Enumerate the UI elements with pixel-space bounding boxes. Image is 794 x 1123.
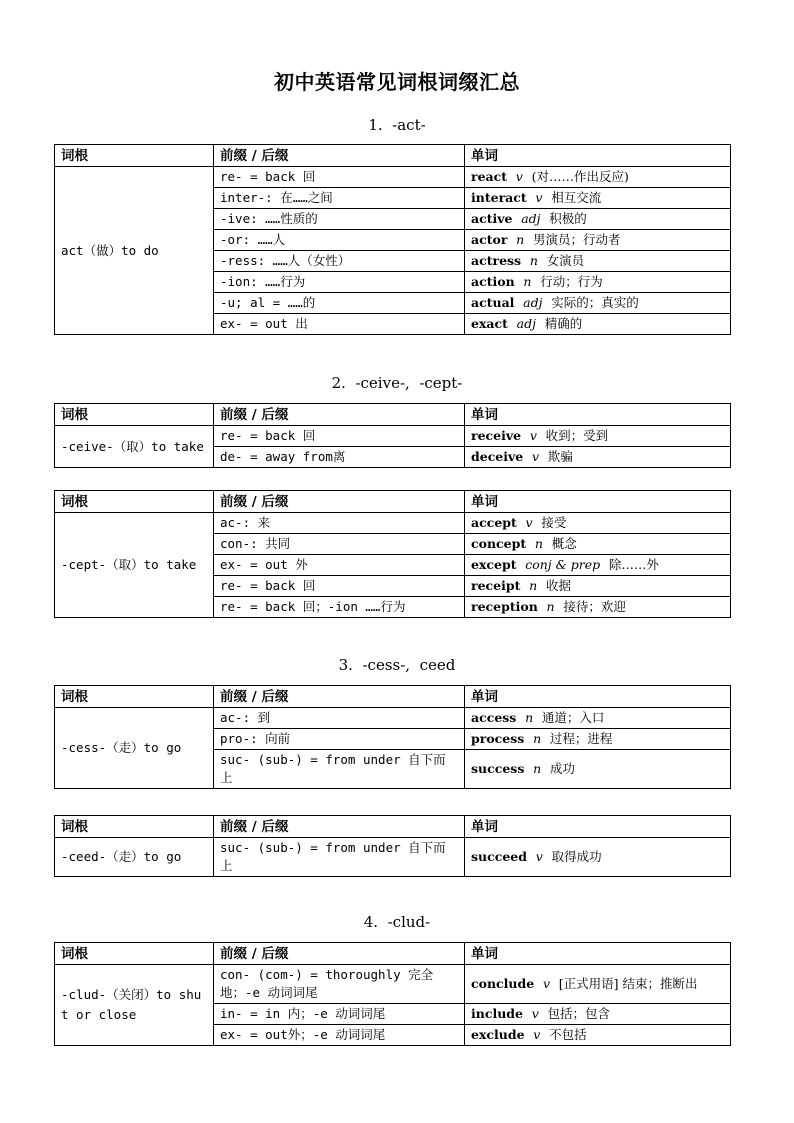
affix-cell: ex- = out 出 — [214, 314, 465, 335]
word-cell — [465, 708, 731, 729]
table-clud — [54, 942, 731, 1046]
word: exact — [471, 316, 508, 331]
meaning: 成功 — [549, 761, 575, 776]
word-cell — [465, 534, 731, 555]
part-of-speech: n — [529, 253, 538, 268]
section-heading-ceive-cept: 2. -ceive-, -cept- — [331, 374, 463, 392]
word-cell — [465, 965, 731, 1004]
section-heading-clud: 4. -clud- — [363, 913, 431, 931]
affix-cell: con-: 共同 — [214, 534, 465, 555]
part-of-speech: n — [533, 731, 542, 746]
word: action — [471, 274, 515, 289]
word: reception — [471, 599, 538, 614]
word: include — [471, 1006, 523, 1021]
part-of-speech: v — [542, 976, 550, 991]
word-cell — [465, 293, 731, 314]
word: access — [471, 710, 517, 725]
part-of-speech: v — [529, 428, 537, 443]
table-row — [55, 167, 731, 188]
affix-cell: ex- = out外；-e 动词词尾 — [214, 1025, 465, 1046]
header-affix: 前缀 / 后缀 — [214, 404, 465, 426]
header-root: 词根 — [55, 491, 214, 513]
meaning: 接受 — [541, 515, 567, 530]
word: exclude — [471, 1027, 525, 1042]
meaning: 除……外 — [608, 557, 659, 572]
affix-cell: re- = back 回；-ion ……行为 — [214, 597, 465, 618]
word-cell — [465, 251, 731, 272]
header-root: 词根 — [55, 816, 214, 838]
meaning: 积极的 — [549, 211, 587, 226]
part-of-speech: conj & prep — [525, 557, 601, 572]
meaning: [正式用语] 结束；推断出 — [558, 976, 698, 991]
word: react — [471, 169, 508, 184]
affix-cell: suc- (sub-) = from under 自下而上 — [214, 750, 465, 789]
meaning: 概念 — [551, 536, 577, 551]
word-cell — [465, 230, 731, 251]
affix-cell: re- = back 回 — [214, 426, 465, 447]
table-row — [55, 965, 731, 1004]
root-cell: act（做）to do — [55, 167, 214, 335]
header-affix: 前缀 / 后缀 — [214, 686, 465, 708]
table-row — [55, 708, 731, 729]
word: receive — [471, 428, 522, 443]
word-cell — [465, 1004, 731, 1025]
word-cell — [465, 167, 731, 188]
meaning: 行动；行为 — [540, 274, 603, 289]
meaning: 男演员；行动者 — [532, 232, 621, 247]
header-root: 词根 — [55, 943, 214, 965]
table-header-row — [55, 816, 731, 838]
meaning: 女演员 — [546, 253, 585, 268]
part-of-speech: v — [515, 169, 523, 184]
affix-cell: pro-: 向前 — [214, 729, 465, 750]
part-of-speech: v — [531, 1006, 539, 1021]
word: except — [471, 557, 517, 572]
word: interact — [471, 190, 527, 205]
table-row — [55, 426, 731, 447]
section-heading-act: 1. -act- — [368, 116, 426, 134]
part-of-speech: v — [535, 849, 543, 864]
part-of-speech: v — [525, 515, 533, 530]
part-of-speech: n — [546, 599, 555, 614]
word: conclude — [471, 976, 535, 991]
header-word: 单词 — [465, 145, 731, 167]
word-cell — [465, 729, 731, 750]
table-header-row — [55, 145, 731, 167]
affix-cell: in- = in 内；-e 动词词尾 — [214, 1004, 465, 1025]
word: succeed — [471, 849, 527, 864]
word: actress — [471, 253, 522, 268]
part-of-speech: n — [533, 761, 542, 776]
table-header-row — [55, 943, 731, 965]
part-of-speech: adj — [521, 211, 541, 226]
table-ceed — [54, 815, 731, 877]
word-cell — [465, 314, 731, 335]
affix-cell: re- = back 回 — [214, 167, 465, 188]
part-of-speech: adj — [516, 316, 536, 331]
word-cell — [465, 447, 731, 468]
part-of-speech: n — [534, 536, 543, 551]
part-of-speech: n — [516, 232, 525, 247]
table-cess — [54, 685, 731, 789]
meaning: 精确的 — [544, 316, 583, 331]
meaning: 不包括 — [549, 1027, 587, 1042]
header-root: 词根 — [55, 145, 214, 167]
header-word: 单词 — [465, 943, 731, 965]
header-affix: 前缀 / 后缀 — [214, 145, 465, 167]
word-cell — [465, 597, 731, 618]
word-cell — [465, 576, 731, 597]
word: success — [471, 761, 525, 776]
word-cell — [465, 209, 731, 230]
affix-cell: -u; al = ……的 — [214, 293, 465, 314]
word-cell — [465, 272, 731, 293]
affix-cell: inter-: 在……之间 — [214, 188, 465, 209]
meaning: 收到；受到 — [545, 428, 609, 443]
table-header-row — [55, 404, 731, 426]
affix-cell: ac-: 到 — [214, 708, 465, 729]
header-affix: 前缀 / 后缀 — [214, 943, 465, 965]
word: actor — [471, 232, 508, 247]
affix-cell: -ion: ……行为 — [214, 272, 465, 293]
header-affix: 前缀 / 后缀 — [214, 491, 465, 513]
section-heading-cess-ceed: 3. -cess-, ceed — [338, 656, 456, 674]
word: process — [471, 731, 525, 746]
header-word: 单词 — [465, 686, 731, 708]
affix-cell: con- (com-) = thoroughly 完全地；-e 动词词尾 — [214, 965, 465, 1004]
word-cell — [465, 750, 731, 789]
affix-cell: -or: ……人 — [214, 230, 465, 251]
meaning: 包括；包含 — [547, 1006, 611, 1021]
meaning: 通道；入口 — [541, 710, 605, 725]
part-of-speech: n — [525, 710, 534, 725]
header-word: 单词 — [465, 404, 731, 426]
word-cell — [465, 1025, 731, 1046]
root-cell: -clud-（关闭）to shut or close — [55, 965, 214, 1046]
part-of-speech: n — [523, 274, 532, 289]
header-root: 词根 — [55, 404, 214, 426]
word-cell — [465, 838, 731, 877]
meaning: 接待；欢迎 — [563, 599, 626, 614]
word: deceive — [471, 449, 524, 464]
root-cell: -ceive-（取）to take — [55, 426, 214, 468]
affix-cell: -ress: ……人（女性） — [214, 251, 465, 272]
word-cell — [465, 555, 731, 576]
word-cell — [465, 188, 731, 209]
affix-cell: -ive: ……性质的 — [214, 209, 465, 230]
table-cept — [54, 490, 731, 618]
header-word: 单词 — [465, 816, 731, 838]
word-cell — [465, 426, 731, 447]
part-of-speech: v — [535, 190, 543, 205]
meaning: 收据 — [545, 578, 571, 593]
affix-cell: re- = back 回 — [214, 576, 465, 597]
part-of-speech: v — [531, 449, 540, 464]
part-of-speech: v — [533, 1027, 541, 1042]
root-cell: -cept-（取）to take — [55, 513, 214, 618]
meaning: 取得成功 — [551, 849, 602, 864]
word-cell — [465, 513, 731, 534]
page-title: 初中英语常见词根词缀汇总 — [274, 70, 520, 94]
affix-cell: ac-: 来 — [214, 513, 465, 534]
word: receipt — [471, 578, 521, 593]
meaning: 实际的；真实的 — [551, 295, 639, 310]
table-header-row — [55, 491, 731, 513]
part-of-speech: adj — [523, 295, 543, 310]
table-ceive — [54, 403, 731, 468]
header-root: 词根 — [55, 686, 214, 708]
meaning: 过程；进程 — [549, 731, 613, 746]
word: active — [471, 211, 513, 226]
affix-cell: de- = away from离 — [214, 447, 465, 468]
part-of-speech: n — [529, 578, 538, 593]
table-row — [55, 513, 731, 534]
word: actual — [471, 295, 515, 310]
header-word: 单词 — [465, 491, 731, 513]
header-affix: 前缀 / 后缀 — [214, 816, 465, 838]
meaning: 相互交流 — [551, 190, 602, 205]
affix-cell: suc- (sub-) = from under 自下而上 — [214, 838, 465, 877]
table-row — [55, 838, 731, 877]
meaning: (对……作出反应) — [531, 169, 629, 184]
meaning: 欺骗 — [547, 449, 573, 464]
word: concept — [471, 536, 527, 551]
root-cell: -cess-（走）to go — [55, 708, 214, 789]
affix-cell: ex- = out 外 — [214, 555, 465, 576]
root-cell: -ceed-（走）to go — [55, 838, 214, 877]
table-header-row — [55, 686, 731, 708]
table-act — [54, 144, 731, 335]
word: accept — [471, 515, 517, 530]
